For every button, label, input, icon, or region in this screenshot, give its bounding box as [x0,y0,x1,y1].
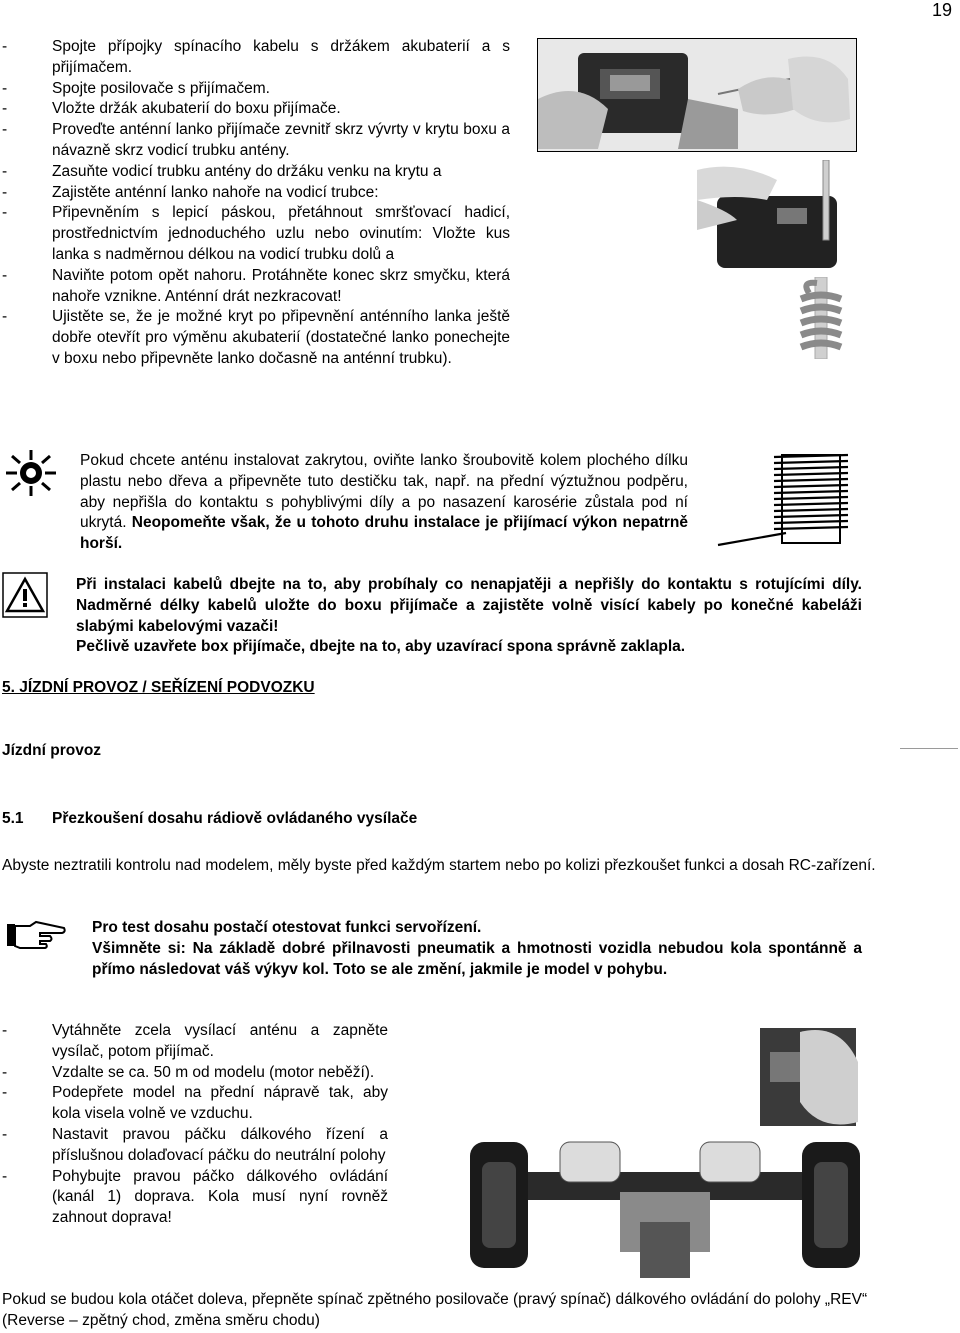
warning-line-1: Při instalaci kabelů dbejte na to, aby probíhaly co nenapjatěji a nepřišly do kontaktu s rotujícími díly. Nadměrné délky kabelů uložte do boxu přijímače a zajistěte volně visící kabely po konečné kabeláži slabými kabelovými vazači! [76,576,862,635]
antenna-tube-illustration [697,160,855,268]
list-item: - Zasuňte vodicí trubku antény do držáku venku na krytu a [0,162,510,183]
list-item: - Vytáhněte zcela vysílací anténu a zapněte vysílač, potom přijímač. [0,1021,388,1063]
list-item: - Připevněním s lepicí páskou, přetáhnout smršťovací hadicí, prostřednictvím jednoduchého uzlu nebo ovinutím: Vložte kus lanka s nadměrnou délkou na vodicí trubku dolů a [0,203,510,265]
note-text [92,918,862,980]
page-number: 19 [931,0,952,20]
list-item: - Naviňte potom opět nahoru. Protáhněte konec skrz smyčku, která nahoře vznikne. Anténní drát nezkracovat! [0,266,510,308]
antenna-coil-photo [787,277,855,359]
list-item: - Proveďte anténní lanko přijímače zevnitř skrz vývrty v krytu boxu a návazně skrz vodicí trubku antény. [0,120,510,162]
warning-triangle-icon [2,572,48,618]
subsubsection-heading [2,809,417,830]
antenna-instructions-list [0,37,510,370]
tip-text: Pokud chcete anténu instalovat zakrytou, oviňte lanko šroubovitě kolem plochého dílku plastu nebo dřeva a připevněte tuto destičku tak, např. na přední výztužnou podpěru, aby nepřišla do kontaktu s pohyblivými díly a po nasazení karosérie zůstala pod ní ukrytá. [80,452,688,532]
note-line-1: Pro test dosahu postačí otestovat funkci servořízení. [92,919,482,936]
list-item: - Nastavit pravou páčku dálkového řízení a příslušnou dolaďovací páčku do neutrální polohy [0,1125,388,1167]
margin-rule [900,748,958,749]
intro-paragraph: Abyste neztratili kontrolu nad modelem, měly byste před každým startem nebo po kolizi přezkoušet funkci a dosah RC-zařízení. [2,857,876,874]
receiver-box-photo [537,38,857,152]
antenna-tube-photo [697,160,855,268]
final-paragraph: Pokud se budou kola otáčet doleva, přepněte spínač zpětného posilovače (pravý spínač) dálkového ovládání do polohy „REV“ (Reverse – zpětný chod, změna směru chodu) [2,1291,868,1329]
receiver-box-illustration [538,39,856,151]
wound-antenna-diagram [716,451,872,551]
note-line-2: Všimněte si: Na základě dobré přilnavosti pneumatik a hmotnosti vozidla nebudou kola spontánně a přímo následovat váš výkyv kol. Toto se ale změní, jakmile je model v pohybu. [92,939,862,978]
pointing-hand-icon [6,920,66,950]
warning-line-2: Pečlivě uzavřete box přijímače, dbejte na to, aby uzavírací spona správně zaklapla. [76,638,686,656]
tip-paragraph [80,451,688,555]
subsubsection-title: Přezkoušení dosahu rádiově ovládaného vysílače [52,810,418,827]
section-title: 5. JÍZDNÍ PROVOZ / SEŘÍZENÍ PODVOZKU [2,679,315,696]
list-item: - Ujistěte se, že je možné kryt po připevnění anténního lanka ještě dobře otevřít pro výměnu akubaterií (dostatečné lanko ponechejte v boxu nebo připevněte lanko dočasně na anténní trubku). [0,307,510,369]
chassis-photo [470,1022,860,1278]
list-item: - Pohybujte pravou páčko dálkového ovládání (kanál 1) doprava. Kola musí nyní rovněž zahnout doprava! [0,1167,388,1229]
subsection-title: Jízdní provoz [2,742,102,759]
list-item: - Vložte držák akubaterií do boxu přijímače. [0,99,510,120]
warning-text [76,575,862,658]
list-item: - Vzdalte se ca. 50 m od modelu (motor neběží). [0,1063,388,1084]
subsubsection-number: 5.1 [2,810,24,827]
list-item: - Spojte posilovače s přijímačem. [0,79,510,100]
list-item: - Zajistěte anténní lanko nahoře na vodicí trubce: [0,183,510,204]
antenna-coil-illustration [787,277,855,359]
tip-text-bold: Neopomeňte však, že u tohoto druhu instalace je přijímací výkon nepatrně horší. [80,514,689,553]
lightbulb-icon [2,448,60,498]
list-item: - Spojte přípojky spínacího kabelu s držákem akubaterií a s přijímačem. [0,37,510,79]
list-item: - Podepřete model na přední nápravě tak, aby kola visela volně ve vzduchu. [0,1083,388,1125]
range-test-steps-list [0,1021,388,1229]
chassis-illustration [470,1022,860,1278]
